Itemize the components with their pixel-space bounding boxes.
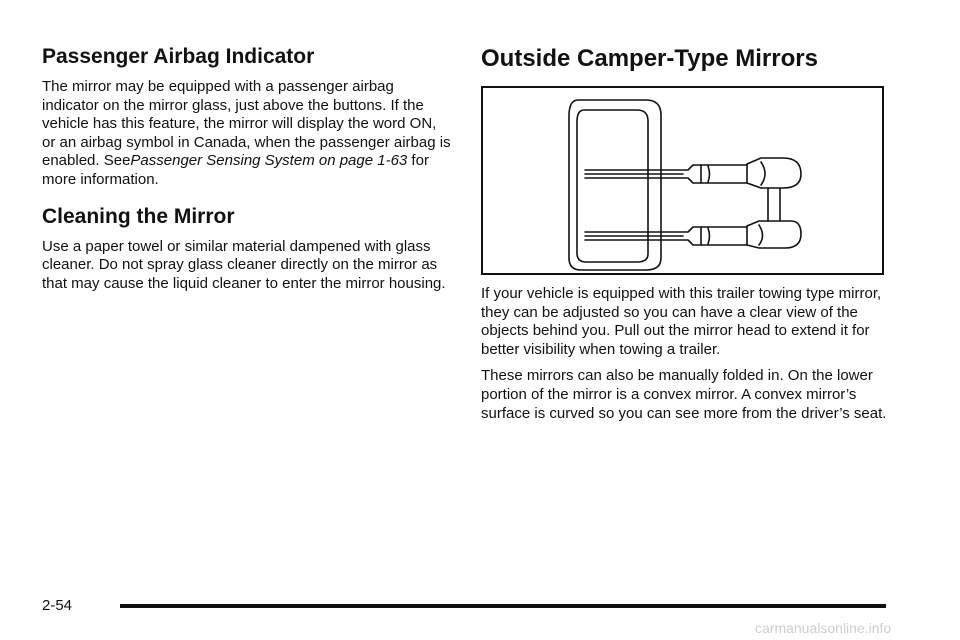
cross-reference-link[interactable]: Passenger Sensing System on page 1-63: [130, 152, 408, 170]
footer-rule: [120, 604, 886, 608]
paragraph-airbag-indicator: [42, 78, 452, 190]
heading-cleaning-the-mirror: Cleaning the Mirror: [42, 204, 235, 228]
page-footer: [42, 597, 888, 617]
camper-mirror-drawing: [483, 88, 882, 273]
left-column: [42, 44, 452, 293]
mirror-illustration: [481, 86, 884, 275]
airbag-text-tail: for more information.: [42, 152, 429, 188]
heading-outside-camper-mirrors: Outside Camper-Type Mirrors: [481, 45, 818, 72]
watermark: carmanualsonline.info: [755, 620, 892, 636]
paragraph-cleaning: Use a paper towel or similar material dampened with glass cleaner. Do not spray glass cleaner directly on the mirror as that may cause the liquid cleaner to enter the mirror housing.: [42, 237, 446, 292]
page-number: 2-54: [42, 597, 73, 614]
airbag-text: The mirror may be equipped with a passenger airbag indicator on the mirror glass, just above the buttons. If the vehicle has this feature, the mirror will display the word ON, or an airbag symbol in Canada, when the passenger airbag is enabled. See: [42, 78, 451, 170]
paragraph-folding-convex: These mirrors can also be manually folded in. On the lower portion of the mirror is a convex mirror. A convex mirror’s surface is curved so you can see more from the driver’s seat.: [481, 367, 887, 422]
heading-passenger-airbag-indicator: Passenger Airbag Indicator: [42, 45, 315, 68]
right-column: [481, 44, 901, 423]
paragraph-trailer-towing: If your vehicle is equipped with this trailer towing type mirror, they can be adjusted so you can have a clear view of the objects behind you. Pull out the mirror head to extend it for better visibility when towing a trailer.: [481, 285, 882, 358]
